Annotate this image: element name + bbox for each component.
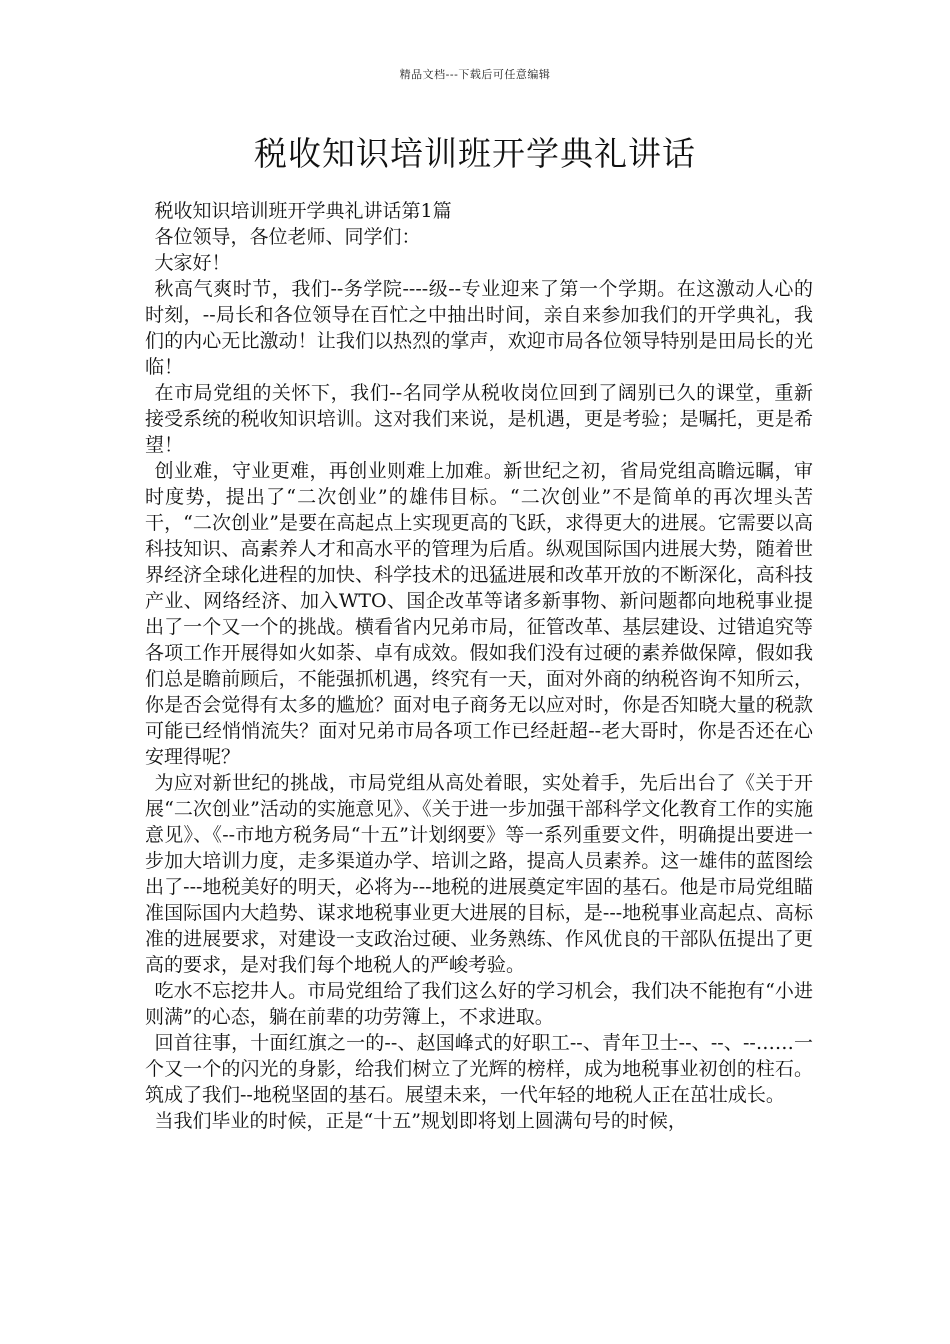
- paragraph: 吃水不忘挖井人。市局党组给了我们这么好的学习机会，我们决不能抱有“小进则满”的心态，躺在前辈的功劳簿上，不求进取。: [145, 980, 813, 1028]
- paragraph: 在市局党组的关怀下，我们--名同学从税收岗位回到了阔别已久的课堂，重新接受系统的税收知识培训。这对我们来说，是机遇，更是考验；是嘱托，更是希望！: [145, 382, 813, 456]
- paragraph: 回首往事，十面红旗之一的--、赵国峰式的好职工--、青年卫士--、--、--……一个又一个的闪光的身影，给我们树立了光辉的榜样，成为地税事业初创的柱石。筑成了我们--地税坚固的基石。展望未来，一代年轻的地税人正在茁壮成长。: [145, 1032, 813, 1106]
- paragraph: 秋高气爽时节，我们--务学院----级--专业迎来了第一个学期。在这激动人心的时刻，--局长和各位领导在百忙之中抽出时间，亲自来参加我们的开学典礼，我们的内心无比激动！让我们以热烈的掌声，欢迎市局各位领导特别是田局长的光临！: [145, 278, 813, 378]
- paragraph: 创业难，守业更难，再创业则难上加难。新世纪之初，省局党组高瞻远瞩，审时度势，提出了“二次创业”的雄伟目标。“二次创业”不是简单的再次埋头苦干，“二次创业”是要在高起点上实现更高的飞跃，求得更大的进展。它需要以高科技知识、高素养人才和高水平的管理为后盾。纵观国际国内进展大势，随着世界经济全球化进程的加快、科学技术的迅猛进展和改革开放的不断深化，高科技产业、网络经济、加入WTO、国企改革等诸多新事物、新问题都向地税事业提出了一个又一个的挑战。横看省内兄弟市局，征管改革、基层建设、过错追究等各项工作开展得如火如荼、卓有成效。假如我们没有过硬的素养做保障，假如我们总是瞻前顾后，不能强抓机遇，终究有一天，面对外商的纳税咨询不知所云，你是否会觉得有太多的尴尬？面对电子商务无以应对时，你是否知晓大量的税款可能已经悄悄流失？面对兄弟市局各项工作已经赶超--老大哥时，你是否还在心安理得呢？: [145, 460, 813, 768]
- document-body: [145, 198, 813, 1134]
- header-note: 精品文档---下载后可任意编辑: [399, 68, 551, 81]
- paragraph: 为应对新世纪的挑战，市局党组从高处着眼，实处着手，先后出台了《关于开展“二次创业”活动的实施意见》、《关于进一步加强干部科学文化教育工作的实施意见》、《--市地方税务局“十五”计划纲要》等一系列重要文件，明确提出要进一步加大培训力度，走多渠道办学、培训之路，提高人员素养。这一雄伟的蓝图绘出了---地税美好的明天，必将为---地税的进展奠定牢固的基石。他是市局党组瞄准国际国内大趋势、谋求地税事业更大进展的目标，是---地税事业高起点、高标准的进展要求，对建设一支政治过硬、业务熟练、作风优良的干部队伍提出了更高的要求，是对我们每个地税人的严峻考验。: [145, 772, 813, 976]
- paragraph: 税收知识培训班开学典礼讲话第1篇: [154, 200, 452, 222]
- paragraph: 当我们毕业的时候，正是“十五”规划即将划上圆满句号的时候，: [154, 1110, 687, 1132]
- document-title: 税收知识培训班开学典礼讲话: [254, 134, 696, 173]
- paragraph: 大家好！: [154, 252, 231, 274]
- paragraph: 各位领导，各位老师、同学们：: [154, 226, 421, 248]
